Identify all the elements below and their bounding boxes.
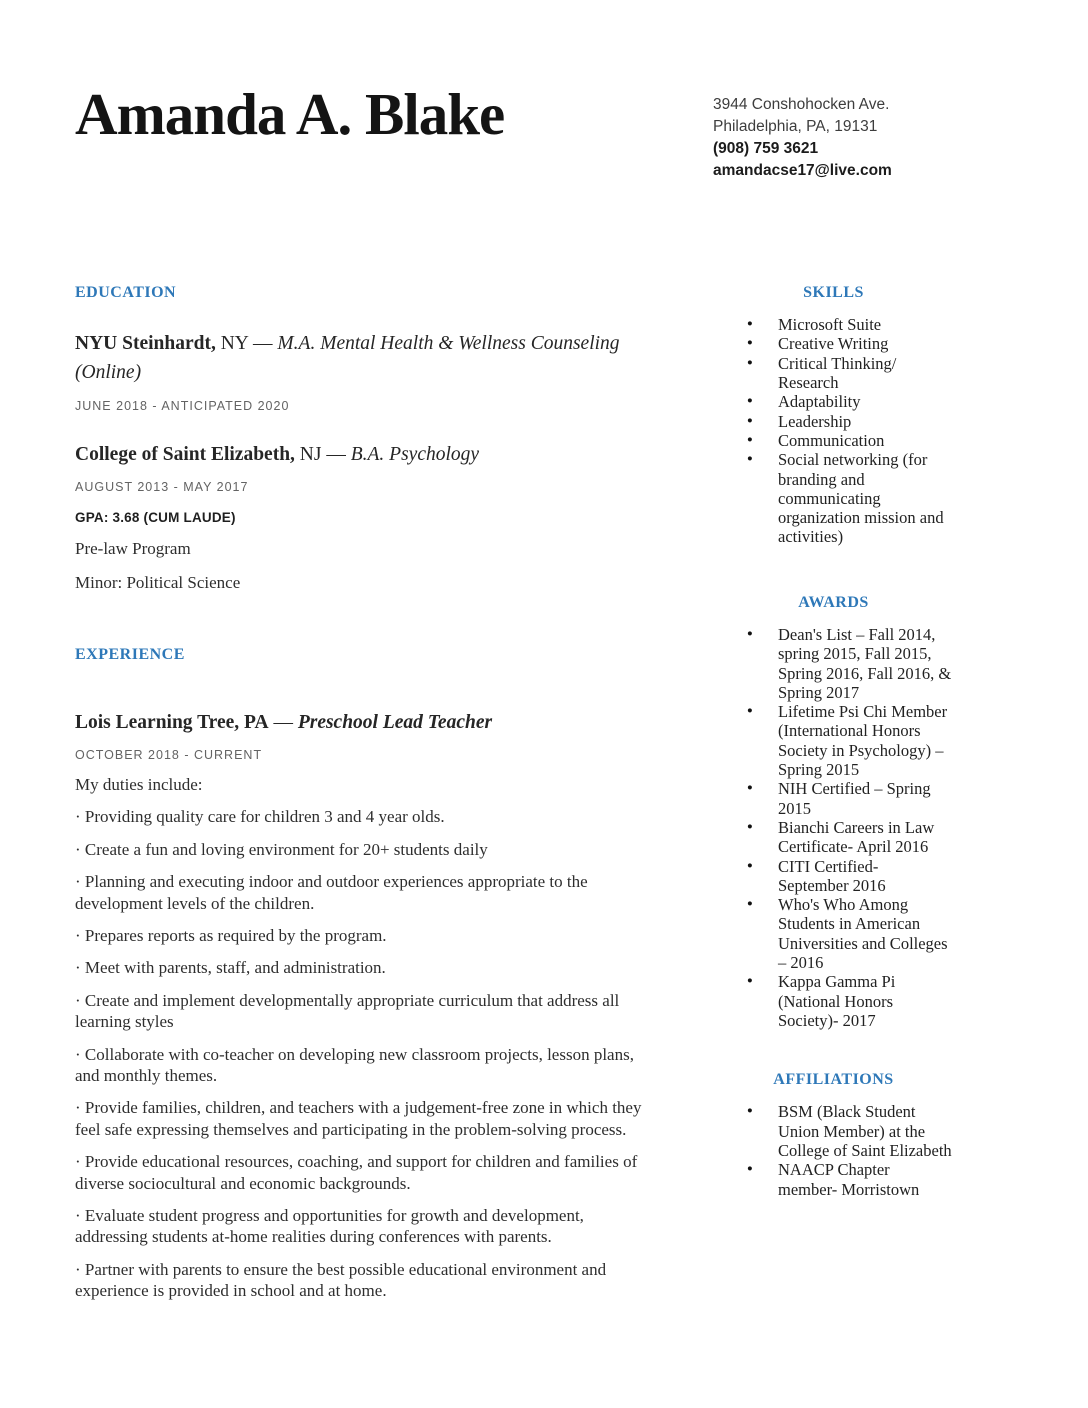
sidebar-column bbox=[710, 283, 957, 1199]
contact-email: amandacse17@live.com bbox=[713, 162, 892, 179]
skills-section bbox=[710, 283, 957, 547]
skill-item: ● Microsoft Suite bbox=[778, 315, 952, 334]
duty-item: · Planning and executing indoor and outdoor experiences appropriate to the development levels of the children. bbox=[75, 872, 588, 913]
education-school: NYU Steinhardt, bbox=[75, 333, 216, 355]
content-columns bbox=[75, 283, 957, 1302]
skills-list bbox=[710, 315, 957, 547]
experience-section bbox=[75, 645, 653, 1302]
award-item: ● Dean's List – Fall 2014, spring 2015, Fall 2015, Spring 2016, Fall 2016, & Spring 2017 bbox=[778, 625, 952, 702]
section-heading-skills: SKILLS bbox=[803, 284, 864, 301]
duty-item: · Evaluate student progress and opportunities for growth and development, addressing students at-home realities during conferences with parents. bbox=[75, 1206, 584, 1247]
skill-item: ● Social networking (for branding and communicating organization mission and activities) bbox=[778, 450, 952, 546]
education-title bbox=[75, 440, 653, 469]
contact-address-line1: 3944 Conshohocken Ave. bbox=[713, 96, 890, 113]
award-item: ● Lifetime Psi Chi Member (International Honors Society in Psychology) – Spring 2015 bbox=[778, 702, 952, 779]
section-heading-experience: EXPERIENCE bbox=[75, 645, 185, 663]
skill-item: ● Critical Thinking/ Research bbox=[778, 354, 952, 393]
experience-separator: — bbox=[268, 712, 298, 734]
duty-item: · Meet with parents, staff, and administration. bbox=[75, 958, 386, 978]
experience-dates: OCTOBER 2018 - CURRENT bbox=[75, 748, 263, 763]
duty-item: · Create and implement developmentally appropriate curriculum that address all learning styles bbox=[75, 990, 620, 1032]
contact-address-line2: Philadelphia, PA, 19131 bbox=[713, 118, 878, 135]
section-heading-affiliations: AFFILIATIONS bbox=[773, 1071, 894, 1089]
gpa-line: GPA: 3.68 (CUM LAUDE) bbox=[75, 509, 236, 525]
education-location: NY — bbox=[215, 333, 278, 355]
experience-item bbox=[75, 708, 653, 1302]
education-dates: AUGUST 2013 - MAY 2017 bbox=[75, 479, 249, 494]
education-title bbox=[75, 329, 653, 388]
skill-item: ● Creative Writing bbox=[778, 334, 952, 353]
section-heading-awards: AWARDS bbox=[798, 593, 869, 611]
skill-item: ● Leadership bbox=[778, 412, 952, 431]
duty-item: · Partner with parents to ensure the best possible educational environment and experience is provided in school and at home. bbox=[75, 1259, 607, 1301]
education-section bbox=[75, 283, 653, 593]
award-item: ● Who's Who Among Students in American Universities and Colleges – 2016 bbox=[778, 895, 952, 972]
education-extra: Minor: Political Science bbox=[75, 572, 241, 592]
awards-list bbox=[710, 625, 957, 1030]
education-school: College of Saint Elizabeth, bbox=[75, 443, 295, 465]
duty-item: · Providing quality care for children 3 and 4 year olds. bbox=[75, 807, 445, 827]
education-degree: M.A. Mental Health & Wellness Counseling (Online) bbox=[75, 333, 620, 384]
award-item: ● CITI Certified- September 2016 bbox=[778, 857, 952, 896]
education-dates: JUNE 2018 - ANTICIPATED 2020 bbox=[75, 398, 290, 413]
contact-block bbox=[713, 94, 1013, 182]
affiliations-section bbox=[710, 1070, 957, 1199]
education-degree: B.A. Psychology bbox=[350, 443, 480, 465]
skill-item: ● Communication bbox=[778, 431, 952, 450]
duty-item: · Collaborate with co-teacher on developing new classroom projects, lesson plans, and monthly themes. bbox=[75, 1044, 634, 1086]
award-item: ● NIH Certified – Spring 2015 bbox=[778, 779, 952, 818]
education-item bbox=[75, 329, 653, 413]
experience-company: Lois Learning Tree, PA bbox=[75, 712, 269, 734]
experience-title bbox=[75, 708, 653, 737]
skill-item: ● Adaptability bbox=[778, 392, 952, 411]
person-name: Amanda A. Blake bbox=[75, 81, 505, 147]
education-location: NJ — bbox=[294, 443, 351, 465]
award-item: ● Kappa Gamma Pi (National Honors Society)- 2017 bbox=[778, 972, 952, 1030]
duty-item: · Provide families, children, and teachers with a judgement-free zone in which they feel safe expressing themselves and participating in the problem-solving process. bbox=[75, 1098, 642, 1139]
affiliation-item: ● BSM (Black Student Union Member) at the College of Saint Elizabeth bbox=[778, 1102, 952, 1160]
section-heading-education: EDUCATION bbox=[75, 284, 177, 301]
affiliation-item: ● NAACP Chapter member- Morristown bbox=[778, 1160, 952, 1199]
awards-section bbox=[710, 593, 957, 1030]
duty-item: · Prepares reports as required by the program. bbox=[75, 926, 387, 945]
affiliations-list bbox=[710, 1102, 957, 1198]
contact-phone: (908) 759 3621 bbox=[713, 140, 819, 157]
education-item bbox=[75, 440, 653, 593]
education-extra: Pre-law Program bbox=[75, 538, 191, 558]
duty-item: · Provide educational resources, coaching, and support for children and families of diverse sociocultural and economic backgrounds. bbox=[75, 1152, 638, 1193]
experience-role: Preschool Lead Teacher bbox=[297, 712, 493, 734]
duties-intro: My duties include: bbox=[75, 775, 203, 795]
award-item: ● Bianchi Careers in Law Certificate- April 2016 bbox=[778, 818, 952, 857]
main-column bbox=[75, 283, 653, 1302]
duty-item: · Create a fun and loving environment for 20+ students daily bbox=[75, 839, 488, 859]
